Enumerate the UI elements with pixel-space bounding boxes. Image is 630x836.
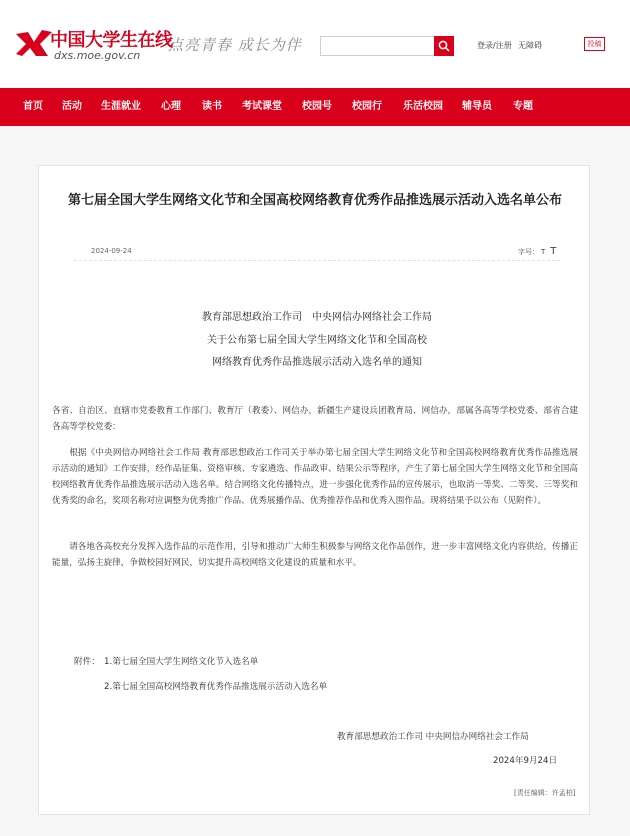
- notice-heading-line-1: 教育部思想政治工作司 中央网信办网络社会工作局: [202, 312, 432, 323]
- attachment-label: 附件：: [74, 657, 100, 667]
- signature: 教育部思想政治工作司 中央网信办网络社会工作局: [337, 732, 529, 742]
- nav-item-reading[interactable]: 读书: [202, 101, 222, 112]
- search-input[interactable]: [320, 36, 442, 56]
- responsible-editor: [责任编辑：许孟柏]: [514, 789, 576, 797]
- logo-text: 中国大学生在线: [50, 30, 173, 51]
- submit-article-button[interactable]: 投稿: [584, 37, 605, 51]
- nav-item-activities[interactable]: 活动: [62, 101, 82, 112]
- notice-heading-line-3: 网络教育优秀作品推选展示活动入选名单的通知: [212, 357, 422, 368]
- attachment-link-1[interactable]: 1.第七届全国大学生网络文化节入选名单: [104, 657, 259, 667]
- font-size-control: [518, 246, 556, 257]
- signature-date: 2024年9月24日: [493, 756, 558, 766]
- attachment-link-2[interactable]: 2.第七届全国高校网络教育优秀作品推选展示活动入选名单: [104, 682, 328, 692]
- article-paragraph-1: [52, 445, 578, 509]
- site-slogan: 点亮青春 成长为伴: [168, 36, 302, 54]
- article-title: 第七届全国大学生网络文化节和全国高校网络教育优秀作品推选展示活动入选名单公布: [67, 193, 562, 208]
- salutation-text: 各省、自治区、直辖市党委教育工作部门、教育厅（教委）、网信办，新疆生产建设兵团教育局、网信办，部属各高等学校党委、部省合建各高等学校党委：: [52, 406, 578, 432]
- nav-item-home[interactable]: 首页: [23, 101, 43, 112]
- login-register-link[interactable]: 登录/注册: [477, 41, 512, 50]
- nav-item-counselor[interactable]: 辅导员: [462, 101, 492, 112]
- main-nav: [0, 88, 630, 126]
- nav-item-special-topics[interactable]: 专题: [513, 101, 533, 112]
- article-salutation: [52, 403, 578, 435]
- accessibility-link[interactable]: 无障碍: [518, 41, 542, 50]
- nav-item-exam-class[interactable]: 考试课堂: [242, 101, 282, 112]
- search-button[interactable]: [434, 36, 454, 56]
- meta-divider: [74, 260, 560, 261]
- font-size-label: 字号：: [518, 248, 539, 256]
- nav-item-campus-tour[interactable]: 校园行: [352, 101, 382, 112]
- article-paragraph-2: [52, 539, 578, 571]
- paragraph-2-text: 请各地各高校充分发挥入选作品的示范作用，引导和推动广大师生积极参与网络文化作品创作，进一步丰富网络文化内容供给，传播正能量，弘扬主旋律，争做校园好网民，切实提升高校网络文化建设的质量和水平。: [52, 542, 578, 568]
- logo-url: dxs.moe.gov.cn: [54, 49, 141, 62]
- nav-item-career[interactable]: 生涯就业: [101, 101, 141, 112]
- logo-mark-icon: [14, 28, 54, 58]
- article-date: 2024-09-24: [91, 247, 132, 255]
- site-logo[interactable]: [14, 24, 173, 66]
- font-size-small-button[interactable]: T: [541, 248, 546, 256]
- nav-item-lohas-campus[interactable]: 乐活校园: [403, 101, 443, 112]
- search-icon: [438, 40, 450, 52]
- nav-item-psychology[interactable]: 心理: [161, 101, 181, 112]
- notice-heading-line-2: 关于公布第七届全国大学生网络文化节和全国高校: [207, 335, 427, 346]
- font-size-large-button[interactable]: T: [550, 246, 557, 257]
- site-header: [0, 0, 630, 88]
- nav-item-campus-account[interactable]: 校园号: [302, 101, 332, 112]
- paragraph-1-text: 根据《中央网信办网络社会工作局 教育部思想政治工作司关于举办第七届全国大学生网络文化节和全国高校网络教育优秀作品推选展示活动的通知》工作安排，经作品征集、资格审核、专家遴选、作品政审、结果公示等程序，产生了第七届全国大学生网络文化节和全国高校网络教育优秀作品推选展示活动入选名单。结合网络文化传播特点，进一步强化优秀作品的宣传展示，也取消一等奖、二等奖、三等奖和优秀奖的命名，奖项名称对应调整为优秀推广作品、优秀展播作品、优秀推荐作品和优秀入围作品。现将结果予以公布（见附件）。: [52, 448, 578, 506]
